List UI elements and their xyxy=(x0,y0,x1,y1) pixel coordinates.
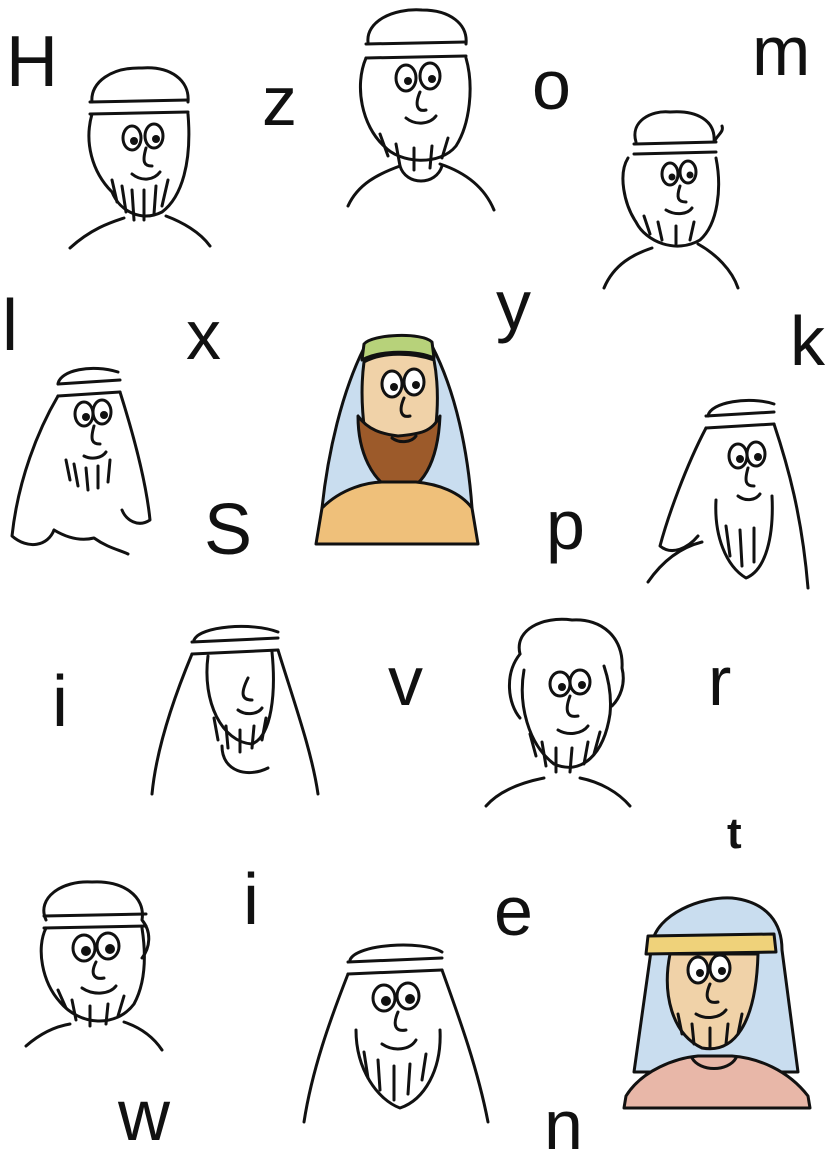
letter-e: e xyxy=(494,872,533,950)
letter-t: t xyxy=(727,809,742,858)
letter-l: l xyxy=(2,286,18,366)
letter-p: p xyxy=(546,486,585,564)
face-curly-headband-bearded xyxy=(22,878,164,1056)
face-headcloth-sketch-1 xyxy=(8,360,156,556)
letter-i-first: i xyxy=(52,662,68,742)
face-colored-brown-beard xyxy=(312,332,484,554)
letter-S: S xyxy=(204,490,253,570)
letter-w: w xyxy=(118,1076,170,1156)
letter-v: v xyxy=(388,642,423,720)
face-curly-hair-bearded-2 xyxy=(484,614,634,810)
letter-i-second: i xyxy=(243,860,259,940)
face-headband-bearded-2 xyxy=(344,6,498,212)
face-headcloth-sketch-2 xyxy=(646,396,812,592)
letter-y: y xyxy=(496,266,531,344)
letter-r: r xyxy=(708,642,732,720)
face-headcloth-bearded-4 xyxy=(302,940,492,1126)
face-colored-pink-tunic xyxy=(622,894,812,1112)
letter-z: z xyxy=(262,62,297,140)
letter-n: n xyxy=(544,1086,583,1164)
letter-o: o xyxy=(532,46,571,124)
face-headcloth-bearded-3 xyxy=(148,622,322,800)
letter-m: m xyxy=(752,12,811,90)
letter-H: H xyxy=(6,22,58,102)
face-curly-hair-bearded-1 xyxy=(600,104,740,292)
letter-k: k xyxy=(790,302,825,380)
face-headband-bearded-1 xyxy=(62,62,214,252)
letter-x: x xyxy=(186,296,221,374)
